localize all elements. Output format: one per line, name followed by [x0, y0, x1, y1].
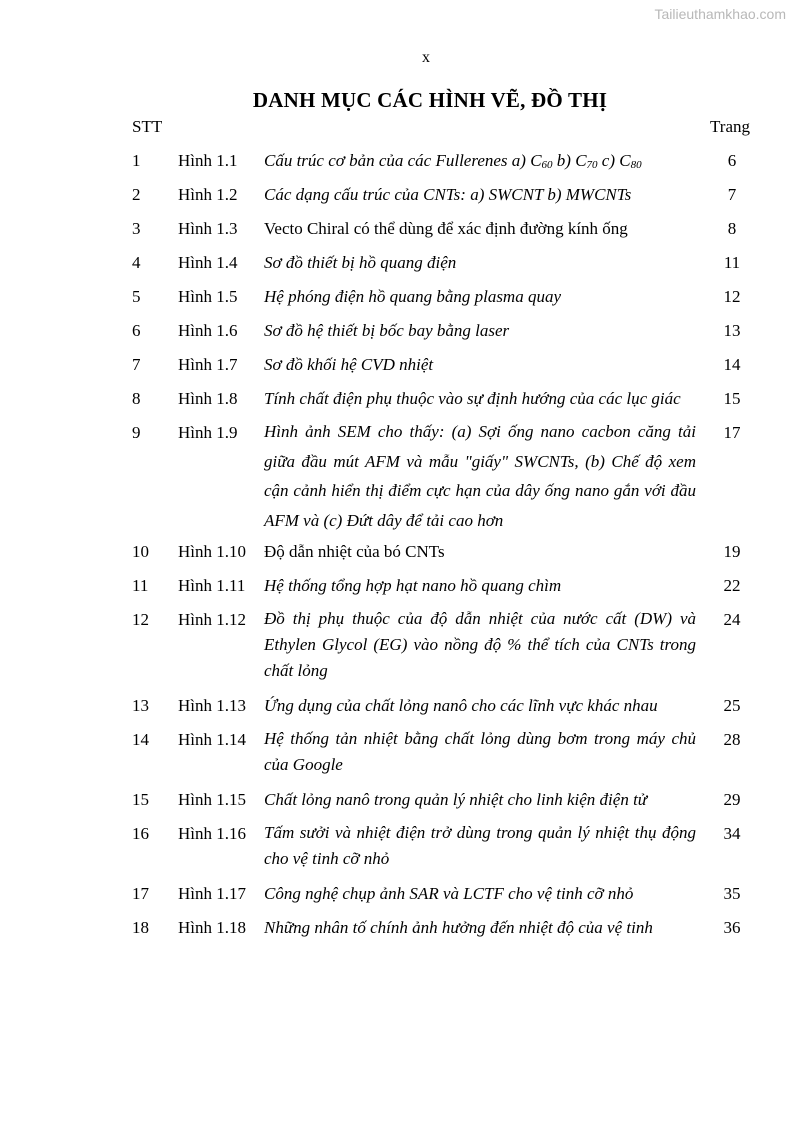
figure-caption: Tấm sưởi và nhiệt điện trở dùng trong quản lý nhiệt thụ động cho vệ tinh cỡ nhỏ [264, 823, 696, 868]
row-number: 10 [132, 542, 149, 561]
figure-caption: Các dạng cấu trúc của CNTs: a) SWCNT b) MWCNTs [264, 185, 632, 204]
figure-label: Hình 1.3 [178, 219, 238, 238]
row-number: 16 [132, 824, 149, 843]
row-number: 17 [132, 884, 149, 903]
figure-label: Hình 1.12 [178, 610, 246, 629]
row-number: 2 [132, 185, 141, 204]
page-ref: 25 [723, 696, 741, 715]
page-ref: 13 [723, 321, 741, 340]
row-number: 9 [132, 423, 141, 442]
figure-caption: Những nhân tố chính ảnh hưởng đến nhiệt độ của vệ tinh [264, 918, 653, 937]
column-header-stt: STT [132, 117, 163, 136]
page-ref: 22 [723, 576, 741, 595]
figure-label: Hình 1.16 [178, 824, 246, 843]
figure-caption: Công nghệ chụp ảnh SAR và LCTF cho vệ tinh cỡ nhỏ [264, 884, 634, 903]
row-number: 15 [132, 790, 149, 809]
figure-caption: Hình ảnh SEM cho thấy: (a) Sợi ống nano cacbon căng tải giữa đầu mút AFM và mẫu "giấy" SWCNTs, (b) Chế độ xem cận cảnh hiển thị điểm cực hạn của dây ống nano gắn với đầu AFM và (c) Đứt dây để tải cao hơn [264, 422, 696, 530]
column-header-page: Trang [710, 117, 750, 136]
row-number: 13 [132, 696, 149, 715]
figure-label: Hình 1.18 [178, 918, 246, 937]
figure-caption: Ứng dụng của chất lỏng nanô cho các lĩnh vực khác nhau [264, 696, 658, 715]
watermark: Tailieuthamkhao.com [654, 6, 786, 22]
page-ref: 35 [723, 884, 741, 903]
figure-label: Hình 1.13 [178, 696, 246, 715]
row-number: 4 [132, 253, 141, 272]
figure-label: Hình 1.8 [178, 389, 238, 408]
page-ref: 12 [723, 287, 741, 306]
row-number: 6 [132, 321, 141, 340]
figure-caption: Đồ thị phụ thuộc của độ dẫn nhiệt của nước cất (DW) và Ethylen Glycol (EG) vào nồng độ % thể tích của CNTs trong chất lỏng [264, 609, 696, 680]
page-ref: 7 [727, 185, 737, 204]
page-ref: 19 [723, 542, 741, 561]
figure-caption: Sơ đồ khối hệ CVD nhiệt [264, 355, 434, 374]
page-ref: 24 [723, 610, 741, 629]
page-ref: 8 [727, 219, 737, 238]
figure-label: Hình 1.10 [178, 542, 246, 561]
figure-caption: Cấu trúc cơ bản của các Fullerenes a) $C_{60}$ b) $C_{70}$ c) $C_{80}$ [264, 151, 642, 171]
figure-label: Hình 1.5 [178, 287, 238, 306]
row-number: 7 [132, 355, 141, 374]
figure-caption: Sơ đồ thiết bị hồ quang điện [264, 253, 457, 272]
page-ref: 11 [723, 253, 741, 272]
figure-label: Hình 1.15 [178, 790, 246, 809]
figure-caption: Hệ thống tản nhiệt bằng chất lỏng dùng bơm trong máy chủ của Google [264, 729, 696, 774]
figure-label: Hình 1.6 [178, 321, 238, 340]
page-ref: 29 [723, 790, 741, 809]
figure-caption: Chất lỏng nanô trong quản lý nhiệt cho linh kiện điện tử [264, 790, 648, 809]
figure-caption: Độ dẫn nhiệt của bó CNTs [264, 542, 445, 561]
figure-caption: Sơ đồ hệ thiết bị bốc bay bằng laser [264, 321, 510, 340]
figure-caption: Hệ thống tổng hợp hạt nano hồ quang chìm [264, 576, 562, 595]
figure-label: Hình 1.11 [178, 576, 246, 595]
page-ref: 15 [723, 389, 741, 408]
figure-label: Hình 1.1 [178, 151, 238, 170]
page-ref: 17 [723, 423, 741, 442]
row-number: 14 [132, 730, 149, 749]
figure-caption: Tính chất điện phụ thuộc vào sự định hướng của các lục giác [264, 389, 681, 408]
page-ref: 28 [723, 730, 741, 749]
row-number: 12 [132, 610, 149, 629]
figure-label: Hình 1.9 [178, 423, 238, 442]
row-number: 1 [132, 151, 141, 170]
page-ref: 14 [723, 355, 741, 374]
page-ref: 36 [723, 918, 741, 937]
figure-label: Hình 1.17 [178, 884, 246, 903]
figure-label: Hình 1.14 [178, 730, 246, 749]
figure-caption: Hệ phóng điện hồ quang bằng plasma quay [264, 287, 562, 306]
page-title: DANH MỤC CÁC HÌNH VẼ, ĐỒ THỊ [252, 88, 608, 112]
row-number: 5 [132, 287, 141, 306]
page-number: x [422, 49, 430, 66]
row-number: 3 [132, 219, 141, 238]
row-number: 8 [132, 389, 141, 408]
row-number: 11 [132, 576, 149, 595]
figure-caption: Vecto Chiral có thể dùng để xác định đường kính ống [264, 219, 628, 238]
page-ref: 6 [727, 151, 737, 170]
figure-label: Hình 1.2 [178, 185, 238, 204]
row-number: 18 [132, 918, 149, 937]
figure-label: Hình 1.7 [178, 355, 238, 374]
figure-label: Hình 1.4 [178, 253, 238, 272]
page-ref: 34 [723, 824, 741, 843]
